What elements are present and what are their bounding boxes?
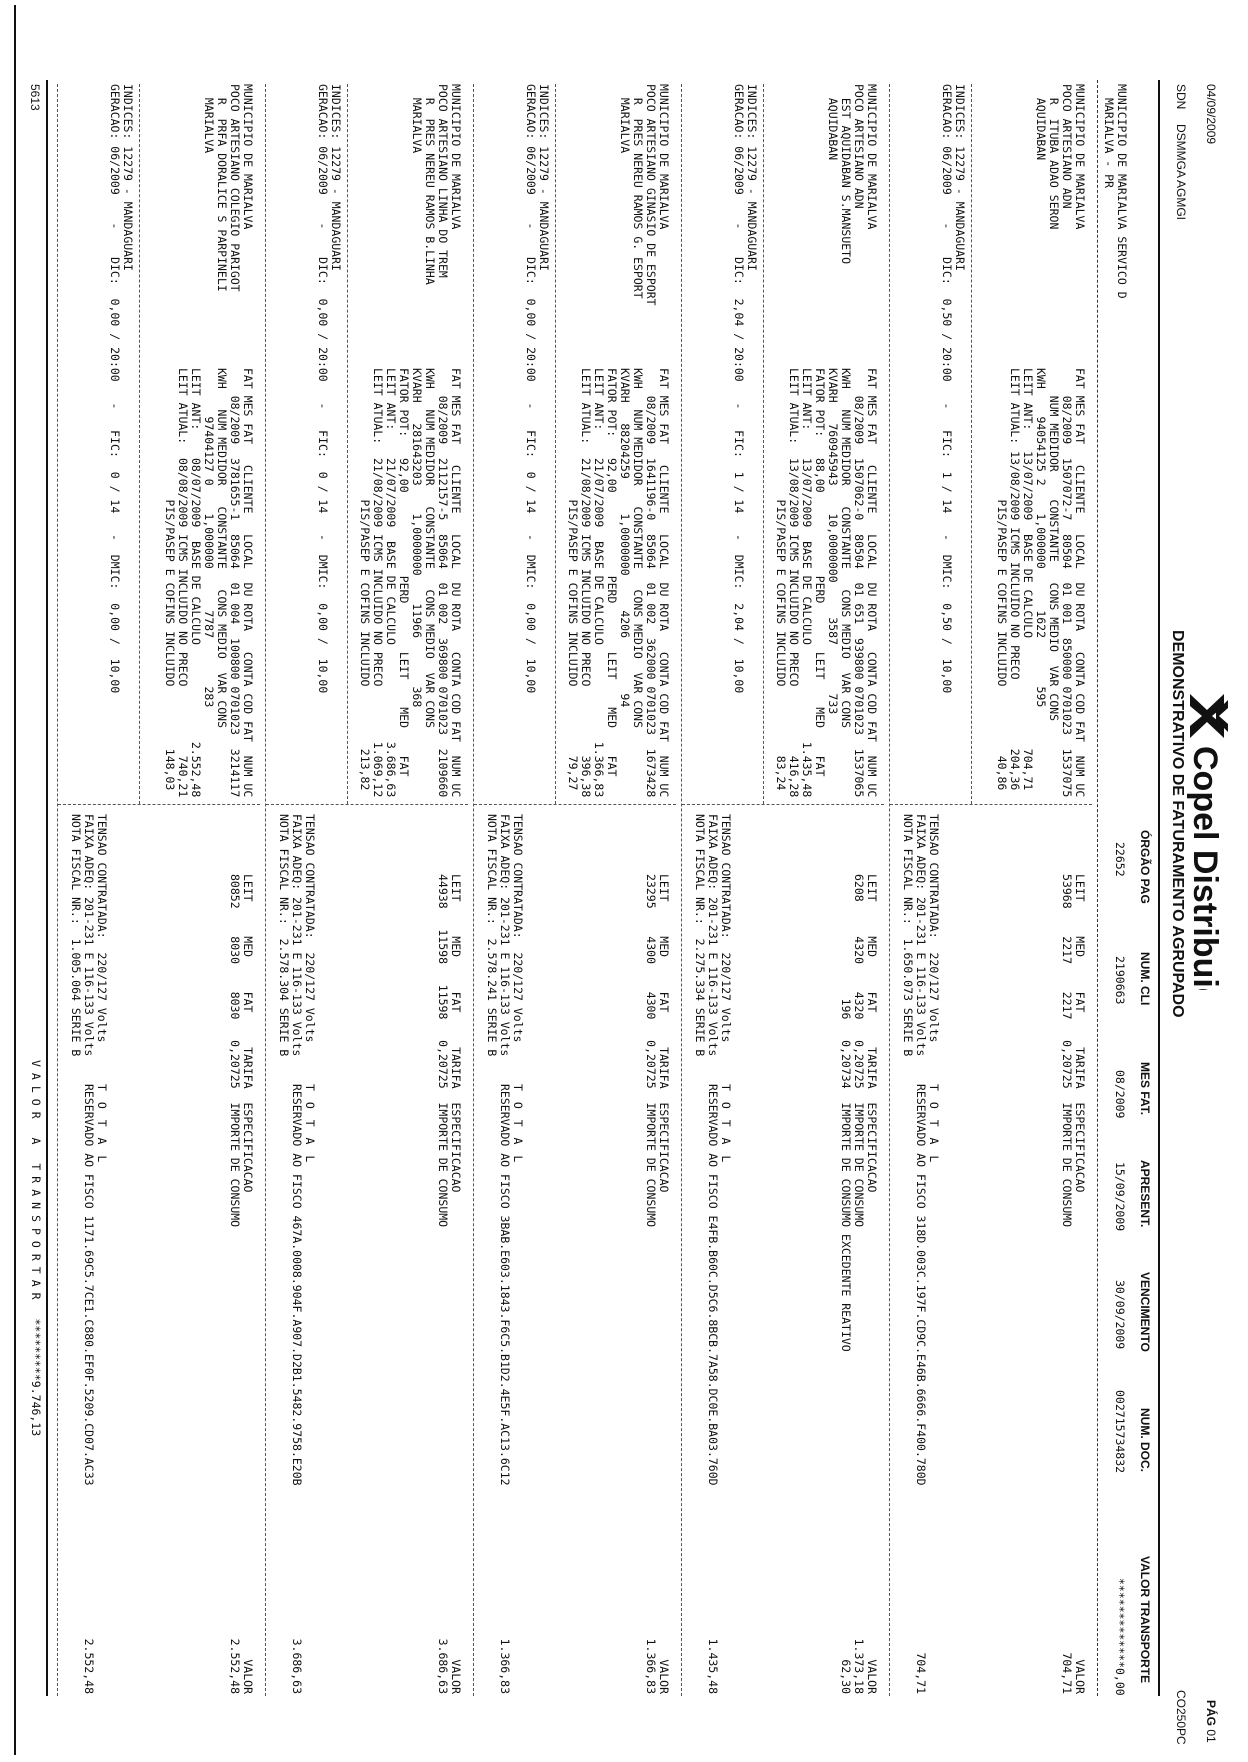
consumption-details-line: LEIT MED FAT TARIFA ESPECIFICACAO [241, 874, 255, 1193]
valor-column-line: 2.552,48 [228, 1638, 242, 1694]
meter-details-line: LEIT ANT: 21/07/2009 BASE DE CALCULO 1.366,83 [592, 368, 606, 798]
valor-column-line: 62,30 [839, 1659, 853, 1694]
footer-page-code: 5613 [28, 84, 42, 111]
customer-address [410, 84, 462, 285]
meter-details-line: FAT MES FAT CLIENTE LOCAL DU ROTA CONTA COD FAT NUM UC [865, 368, 879, 798]
tensao-block-line: NOTA FISCAL NR.: 2.578.241 SERIE B [485, 814, 499, 1057]
col-num-doc: NUM. DOC. [1138, 1408, 1152, 1472]
record-separator [681, 84, 682, 1696]
customer-address [826, 84, 878, 264]
consumption-details-line: 80852 8030 8030 0,20725 IMPORTE DE CONSUMO [228, 874, 242, 1228]
meter-details-line: PIS/PASEP E COFINS INCLUIDO 79,27 [566, 368, 580, 791]
header-code: DSMMGA AGMGI [1174, 124, 1188, 221]
footer-valor-transportar: VALOR A TRANSPORTAR *********9.746,13 [29, 1060, 43, 1437]
meter-details [163, 368, 254, 797]
meter-details-line: 08/2009 1507072-7 80504 01 001 850000 0701023 1537075 [1060, 368, 1074, 798]
customer-address-line: POCO ARTESIANO COLEGIO PARIGOT [228, 84, 242, 292]
billing-record [468, 84, 676, 1696]
customer-address-line: POCO ARTESIANO ADN [1060, 84, 1074, 209]
customer-address-line: POCO ARTESIANO GINASIO DE ESPORT [644, 84, 658, 306]
num-doc-value: 00271573483​2 [1113, 1390, 1127, 1474]
fisco-code: RESERVADO AO FISCO 318D.003C.197F.CD9C.E46B.6666.F400.780D [914, 1084, 928, 1486]
record-divider [58, 804, 260, 805]
customer-address-line: R PRES NEREU RAMOS B.LINHA [423, 84, 437, 285]
customer-address-line: R PRES NEREU RAMOS G. ESPORT [631, 84, 645, 299]
valor-column-line: VALOR [1073, 1659, 1087, 1694]
col-vencimento: VENCIMENTO [1138, 1272, 1152, 1352]
meter-details-line: PIS/PASEP E COFINS INCLUIDO 213,82 [358, 368, 372, 791]
tensao-block-line: NOTA FISCAL NR.: 1.005.064 SERIE B [69, 814, 83, 1057]
geracao-line: GERACAO: 06/2009 - DIC: 0,00 / 20:00 - FIC: 0 / 14 - DMIC: 0,00 / 10,00 [108, 84, 122, 694]
customer-address-line: MARIALVA [618, 84, 632, 154]
meter-details-line: LEIT ATUAL: 08/08/2009 ICMS INCLUIDO NO PRECO 740,21 [176, 368, 190, 798]
form-code: CO250PC [1174, 1690, 1188, 1745]
customer-address-line: AQUIDABAN [1034, 84, 1048, 161]
meter-details-line: NUM MEDIDOR CONSTANTE CONS MEDIO VAR CONS [1047, 368, 1061, 722]
tensao-block-line: TENSAO CONTRATADA: 220/127 Volts [927, 814, 941, 1043]
col-orgao-pag: ÓRGÃO PAG [1138, 830, 1152, 904]
billing-record [884, 84, 1092, 1696]
tensao-block-line: TENSAO CONTRATADA: 220/127 Volts [511, 814, 525, 1043]
tensao-block-line: TENSAO CONTRATADA: 220/127 Volts [95, 814, 109, 1043]
indices-line: INDICES: 12279 - MANDAGUARI [537, 84, 551, 271]
total-value: 2.552,48 [82, 1638, 96, 1694]
meter-details-line: 97404127 0 1,000000 7787 283 [202, 368, 216, 708]
meter-details-line: FAT MES FAT CLIENTE LOCAL DU ROTA CONTA COD FAT NUM UC [1073, 368, 1087, 798]
record-inner-separator [763, 84, 764, 804]
billing-record [52, 84, 260, 1696]
meter-details-line: 08/2009 1641196-0 85064 01 002 362000 0701023 1673428 [644, 368, 658, 798]
tensao-block [277, 814, 316, 1056]
meter-details-line: KVARH 281643203 1,0000000 11966 368 [410, 368, 424, 708]
col-mes-fat: MES FAT. [1138, 1062, 1152, 1116]
valor-column-line: 3.686,63 [436, 1638, 450, 1694]
tensao-block-line: FAIXA ADEQ: 201-231 E 116-133 Volts [706, 814, 720, 1057]
meter-details-line: KWH NUM MEDIDOR CONSTANTE CONS MEDIO VAR CONS [839, 368, 853, 729]
tensao-block-line: FAIXA ADEQ: 201-231 E 116-133 Volts [498, 814, 512, 1057]
valor-column [644, 1634, 670, 1694]
tensao-block-line: FAIXA ADEQ: 201-231 E 116-133 Volts [82, 814, 96, 1057]
document-title: DEMONSTRATIVO DE FATURAMENTO AGRUPADO [1169, 630, 1186, 1018]
consumption-details [839, 874, 878, 1352]
consumption-details-line: LEIT MED FAT TARIFA ESPECIFICACAO [1073, 874, 1087, 1193]
record-divider [474, 804, 676, 805]
customer-address-line: MARIALVA [410, 84, 424, 154]
customer-address [202, 84, 254, 292]
meter-details [566, 368, 670, 797]
total-value: 704,71 [914, 1652, 928, 1694]
tensao-block [693, 814, 732, 1056]
total-label: T O T A L [303, 1084, 317, 1165]
record-divider [890, 804, 1092, 805]
meter-details-line: 08/2009 3781655-1 85064 01 004 100800 0701023 3214117 [228, 368, 242, 798]
meter-details-line: FATOR POT: 88,00 PERD LEIT MED FAT [813, 368, 827, 777]
meter-details-line: KWH NUM MEDIDOR CONSTANTE CONS MEDIO VAR CONS [423, 368, 437, 729]
valor-column [436, 1634, 462, 1694]
valor-column [228, 1634, 254, 1694]
total-label: T O T A L [719, 1084, 733, 1165]
customer-address-line: R ITUBA ADAO SERON [1047, 84, 1061, 230]
record-inner-separator [971, 84, 972, 804]
meter-details [995, 368, 1086, 797]
meter-details-line: 08/2009 2112157-5 85064 01 002 369800 0701023 2109660 [436, 368, 450, 798]
indices-line: INDICES: 12279 - MANDAGUARI [121, 84, 135, 271]
municipio-title: MUNICIPIO DE MARIALVA SERVICO D MARIALVA - PR [1102, 84, 1129, 299]
consumption-details-line: 6208 4320 4320 0,20725 IMPORTE DE CONSUMO [852, 874, 866, 1228]
consumption-details [644, 874, 670, 1227]
geracao-line: GERACAO: 06/2009 - DIC: 0,50 / 20:00 - FIC: 1 / 14 - DMIC: 0,50 / 10,00 [940, 84, 954, 694]
tensao-block-line: NOTA FISCAL NR.: 2.275.334 SERIE B [693, 814, 707, 1057]
consumption-details-line: LEIT MED FAT TARIFA ESPECIFICACAO [865, 874, 879, 1193]
consumption-details [436, 874, 462, 1227]
record-divider [682, 804, 884, 805]
tensao-block-line: TENSAO CONTRATADA: 220/127 Volts [719, 814, 733, 1043]
meter-details-line: FATOR POT: 92,00 PERD LEIT MED FAT [397, 368, 411, 777]
fisco-code: RESERVADO AO FISCO E4FB.B60C.D5C6.8BCB.7A58.DC0E.BA03.760D [706, 1084, 720, 1486]
meter-details-line: PIS/PASEP E COFINS INCLUIDO 83,24 [774, 368, 788, 791]
meter-details-line: KWH NUM MEDIDOR CONSTANTE CONS MEDIO VAR CONS [631, 368, 645, 729]
mes-fat-value: 08/2009 [1113, 1070, 1127, 1119]
valor-column-line: 704,71 [1060, 1652, 1074, 1694]
valor-column-line: VALOR [657, 1659, 671, 1694]
total-value: 1.366,83 [498, 1638, 512, 1694]
tensao-block-line: NOTA FISCAL NR.: 1.650.073 SERIE B [901, 814, 915, 1057]
meter-details-line: PIS/PASEP E COFINS INCLUIDO 148,03 [163, 368, 177, 791]
record-inner-separator [555, 84, 556, 804]
indices-line: INDICES: 12279 - MANDAGUARI [953, 84, 967, 271]
geracao-line: GERACAO: 06/2009 - DIC: 0,00 / 20:00 - FIC: 0 / 14 - DMIC: 0,00 / 10,00 [524, 84, 538, 694]
meter-details-line: LEIT ATUAL: 21/08/2009 ICMS INCLUIDO NO PRECO 396,38 [579, 368, 593, 798]
col-apresent: APRESENT. [1138, 1160, 1152, 1228]
consumption-details [1060, 874, 1086, 1227]
vencimento-value: 30/09/2009 [1113, 1280, 1127, 1350]
tensao-block-line: NOTA FISCAL NR.: 2.578.304 SERIE B [277, 814, 291, 1057]
valor-column-line: 1.373,18 [852, 1638, 866, 1694]
copel-logo-icon [1184, 690, 1230, 990]
meter-details-line: PIS/PASEP E COFINS INCLUIDO 40,86 [995, 368, 1009, 791]
meter-details-line: FAT MES FAT CLIENTE LOCAL DU ROTA CONTA COD FAT NUM UC [449, 368, 463, 798]
tensao-block-line: TENSAO CONTRATADA: 220/127 Volts [303, 814, 317, 1043]
meter-details-line: KVARH 760945943 10,0000000 3587 733 [826, 368, 840, 715]
valor-column-line: VALOR [449, 1659, 463, 1694]
meter-details-line: LEIT ANT: 08/07/2009 BASE DE CALCULO 2.552,48 [189, 368, 203, 798]
customer-address-line: R PRFA DORALICE S PARPINELI [215, 84, 229, 292]
valor-transporte-value: *************0,00 [1113, 1578, 1127, 1696]
tensao-block-line: FAIXA ADEQ: 201-231 E 116-133 Volts [290, 814, 304, 1057]
meter-details-line: KWH NUM MEDIDOR CONSTANTE CONS MEDIO VAR CONS [215, 368, 229, 729]
record-separator [473, 84, 474, 1696]
billing-record [676, 84, 884, 1696]
tensao-block [69, 814, 108, 1056]
fisco-code: RESERVADO AO FISCO 1171.69C5.7CE1.C880.EF0F.5209.CD07.AC33 [82, 1084, 96, 1486]
customer-address-line: MUNICIPIO DE MARIALVA [241, 84, 255, 230]
customer-address-line: MUNICIPIO DE MARIALVA [1073, 84, 1087, 230]
meter-details [358, 368, 462, 797]
customer-address-line: MUNICIPIO DE MARIALVA [865, 84, 879, 230]
customer-address [1034, 84, 1086, 229]
meter-details-line: 08/2009 1507062-0 80504 01 651 939800 0701023 1537065 [852, 368, 866, 798]
total-label: T O T A L [927, 1084, 941, 1165]
fisco-code: RESERVADO AO FISCO 3BAB.E603.1843.F6C5.B1D2.4E5F.AC13.6C12 [498, 1084, 512, 1486]
consumption-details-line: 53968 2217 2217 0,20725 IMPORTE DE CONSUMO [1060, 874, 1074, 1228]
customer-address-line: POCO ARTESIANO ADN [852, 84, 866, 209]
meter-details-line: LEIT ATUAL: 13/08/2009 ICMS INCLUIDO NO PRECO 416,28 [787, 368, 801, 798]
geracao-line: GERACAO: 06/2009 - DIC: 0,00 / 20:00 - FIC: 0 / 14 - DMIC: 0,00 / 10,00 [316, 84, 330, 694]
consumption-details-line: LEIT MED FAT TARIFA ESPECIFICACAO [657, 874, 671, 1193]
record-separator [889, 84, 890, 1696]
valor-column [1060, 1634, 1086, 1694]
customer-address-line: POCO ARTESIANO LINHA DO TREM [436, 84, 450, 278]
num-cli-value: 2190663 [1113, 956, 1127, 1005]
meter-details-line: FATOR POT: 92,00 PERD LEIT MED FAT [605, 368, 619, 777]
consumption-details-line: 196 0,20734 IMPORTE DE CONSUMO EXCEDENTE REATIVO [839, 874, 853, 1352]
tensao-block [485, 814, 524, 1056]
record-divider [266, 804, 468, 805]
meter-details-line: KWH 94054125 2 1,000000 1622 595 [1034, 368, 1048, 708]
brand-text: Copel Distribuição [1239, 900, 1240, 909]
geracao-line: GERACAO: 06/2009 - DIC: 2,04 / 20:00 - FIC: 1 / 14 - DMIC: 2,04 / 10,00 [732, 84, 746, 694]
col-valor-transporte: VALOR TRANSPORTE [1138, 1556, 1152, 1684]
apresent-value: 15/09/2009 [1113, 1162, 1127, 1232]
consumption-details-line: 23295 4300 4300 0,20725 IMPORTE DE CONSUMO [644, 874, 658, 1228]
customer-address-line: AQUIDABAN [826, 84, 840, 161]
header-sdn: SDN [1174, 84, 1188, 110]
valor-column-line: 1.366,83 [644, 1638, 658, 1694]
tensao-block-line: FAIXA ADEQ: 201-231 E 116-133 Volts [914, 814, 928, 1057]
fisco-code: RESERVADO AO FISCO 467A.0008.904F.A907.D2B1.5482.9758.E20B [290, 1084, 304, 1486]
meter-details-line: LEIT ATUAL: 21/08/2009 ICMS INCLUIDO NO PRECO 1.069,12 [371, 368, 385, 798]
tensao-block [901, 814, 940, 1056]
total-value: 3.686,63 [290, 1638, 304, 1694]
orgao-pag-value: 22652 [1113, 842, 1127, 877]
customer-address [618, 84, 670, 306]
indices-line: INDICES: 12279 - MANDAGUARI [329, 84, 343, 271]
brand-name: Copel Distribuição [1186, 746, 1224, 990]
col-num-cli: NUM. CLI [1138, 952, 1152, 1006]
meter-details-line: LEIT ANT: 21/07/2009 BASE DE CALCULO 3.686,63 [384, 368, 398, 798]
customer-address-line: MUNICIPIO DE MARIALVA [657, 84, 671, 230]
record-separator [265, 84, 266, 1696]
copel-logo [1180, 690, 1230, 990]
meter-details [774, 368, 878, 797]
consumption-details-line: 44938 11598 11598 0,20725 IMPORTE DE CONSUMO [436, 874, 450, 1228]
meter-details-line: LEIT ATUAL: 13/08/2009 ICMS INCLUIDO NO PRECO 204,36 [1008, 368, 1022, 791]
total-label: T O T A L [511, 1084, 525, 1165]
record-inner-separator [139, 84, 140, 804]
record-inner-separator [347, 84, 348, 804]
indices-line: INDICES: 12279 - MANDAGUARI [745, 84, 759, 271]
total-value: 1.435,48 [706, 1638, 720, 1694]
billing-record [260, 84, 468, 1696]
consumption-details [228, 874, 254, 1227]
meter-details-line: LEIT ANT: 13/07/2009 BASE DE CALCULO 704,71 [1021, 368, 1035, 791]
meter-details-line: KVARH 88204259 1,0000000 4206 94 [618, 368, 632, 708]
page-label: PÁG 01 [1204, 1700, 1218, 1743]
meter-details-line: LEIT ANT: 13/07/2009 BASE DE CALCULO 1.435,48 [800, 368, 814, 798]
record-separator [57, 84, 58, 1696]
valor-column-line: VALOR [865, 1659, 879, 1694]
print-date: 04/09/2009 [1204, 84, 1218, 145]
meter-details-line: FAT MES FAT CLIENTE LOCAL DU ROTA CONTA COD FAT NUM UC [657, 368, 671, 798]
valor-column-line: VALOR [241, 1659, 255, 1694]
customer-address-line: MARIALVA [202, 84, 216, 154]
consumption-details-line: LEIT MED FAT TARIFA ESPECIFICACAO [449, 874, 463, 1193]
meter-details-line: FAT MES FAT CLIENTE LOCAL DU ROTA CONTA COD FAT NUM UC [241, 368, 255, 798]
valor-column [839, 1634, 878, 1694]
customer-address-line: EST AQUIDABAN S.MANSUETO [839, 84, 853, 265]
total-label: T O T A L [95, 1084, 109, 1165]
customer-address-line: MUNICIPIO DE MARIALVA [449, 84, 463, 230]
